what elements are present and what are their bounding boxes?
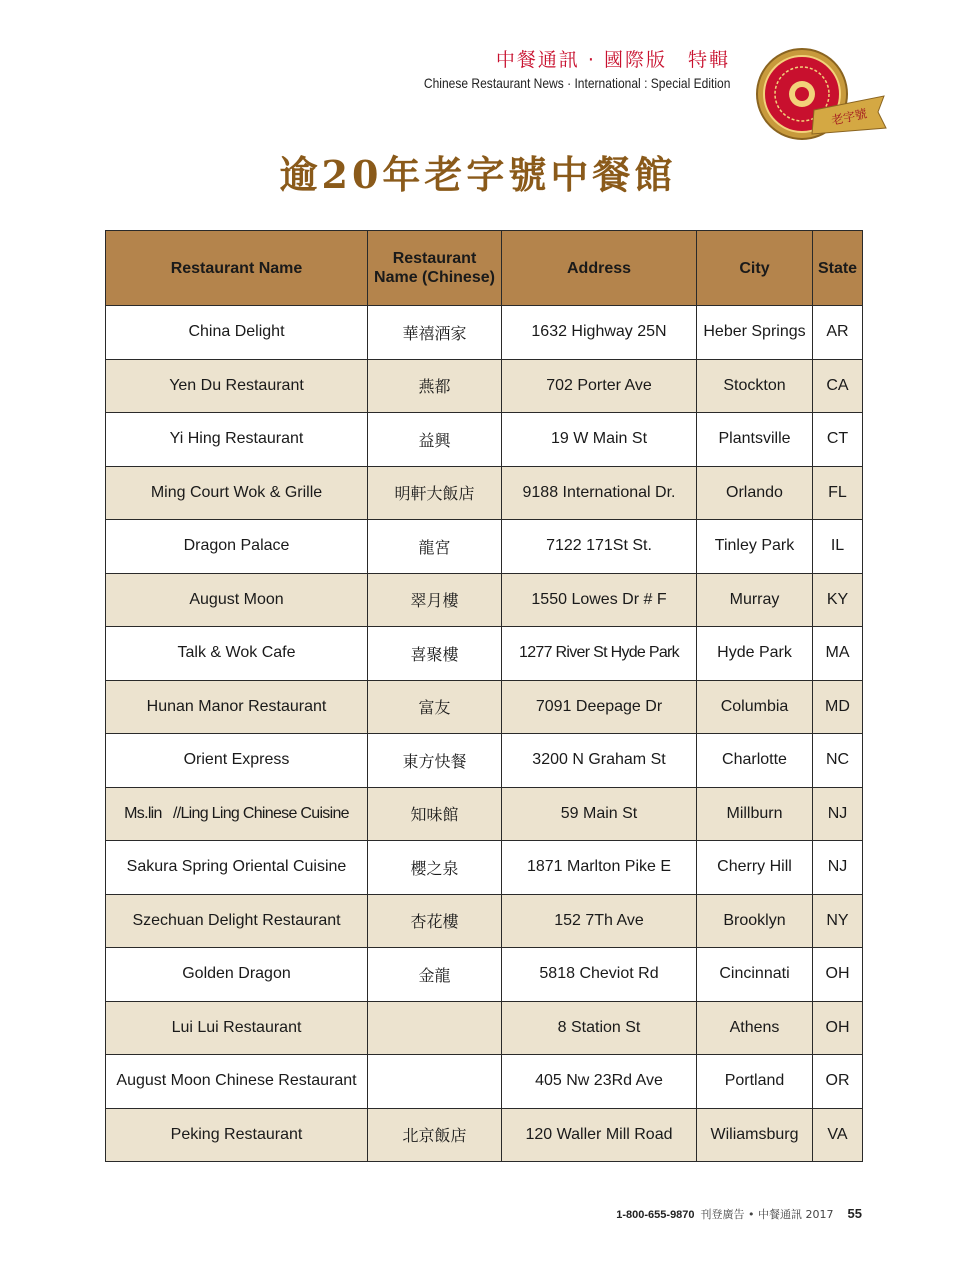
cell-chinese-name: 翠月樓 <box>368 573 502 627</box>
cell-restaurant-name: Golden Dragon <box>106 948 368 1002</box>
cell-chinese-name: 富友 <box>368 680 502 734</box>
cell-state: NY <box>813 894 863 948</box>
cell-city: Tinley Park <box>697 520 813 574</box>
cell-restaurant-name: Ming Court Wok & Grille <box>106 466 368 520</box>
table-row <box>106 680 863 734</box>
cell-address: 405 Nw 23Rd Ave <box>502 1055 697 1109</box>
table-row <box>106 573 863 627</box>
cell-chinese-name: 燕都 <box>368 359 502 413</box>
cell-chinese-name: 華禧酒家 <box>368 306 502 360</box>
cell-city: Brooklyn <box>697 894 813 948</box>
cell-restaurant-name: August Moon Chinese Restaurant <box>106 1055 368 1109</box>
header-restaurant-name-chinese: Restaurant Name (Chinese) <box>368 231 502 306</box>
cell-city: Wiliamsburg <box>697 1108 813 1162</box>
header-address: Address <box>502 231 697 306</box>
cell-state: CA <box>813 359 863 413</box>
cell-address: 1277 River St Hyde Park <box>502 627 697 681</box>
cell-state: MD <box>813 680 863 734</box>
cell-address: 120 Waller Mill Road <box>502 1108 697 1162</box>
heritage-seal-logo <box>752 44 892 144</box>
cell-state: OR <box>813 1055 863 1109</box>
cell-city: Stockton <box>697 359 813 413</box>
table-row <box>106 359 863 413</box>
page-title: 逾20年老字號中餐館 <box>279 152 677 197</box>
cell-city: Murray <box>697 573 813 627</box>
cell-chinese-name <box>368 1001 502 1055</box>
cell-address: 7122 171St St. <box>502 520 697 574</box>
restaurant-table <box>105 230 863 1162</box>
cell-state: FL <box>813 466 863 520</box>
cell-address: 1550 Lowes Dr # F <box>502 573 697 627</box>
cell-city: Columbia <box>697 680 813 734</box>
cell-chinese-name: 金龍 <box>368 948 502 1002</box>
table-row <box>106 948 863 1002</box>
cell-city: Cherry Hill <box>697 841 813 895</box>
cell-restaurant-name: Szechuan Delight Restaurant <box>106 894 368 948</box>
cell-chinese-name: 櫻之泉 <box>368 841 502 895</box>
cell-address: 5818 Cheviot Rd <box>502 948 697 1002</box>
cell-chinese-name: 知味館 <box>368 787 502 841</box>
cell-state: NC <box>813 734 863 788</box>
cell-state: CT <box>813 413 863 467</box>
cell-restaurant-name: August Moon <box>106 573 368 627</box>
cell-address: 8 Station St <box>502 1001 697 1055</box>
cell-restaurant-name: Ms.lin //Ling Ling Chinese Cuisine <box>106 787 368 841</box>
cell-restaurant-name: China Delight <box>106 306 368 360</box>
cell-chinese-name: 喜聚樓 <box>368 627 502 681</box>
table-row <box>106 841 863 895</box>
cell-chinese-name: 益興 <box>368 413 502 467</box>
cell-address: 152 7Th Ave <box>502 894 697 948</box>
cell-restaurant-name: Sakura Spring Oriental Cuisine <box>106 841 368 895</box>
table-header-row <box>106 231 863 306</box>
cell-restaurant-name: Peking Restaurant <box>106 1108 368 1162</box>
table-row <box>106 413 863 467</box>
cell-address: 19 W Main St <box>502 413 697 467</box>
cell-address: 702 Porter Ave <box>502 359 697 413</box>
cell-state: VA <box>813 1108 863 1162</box>
cell-chinese-name: 北京飯店 <box>368 1108 502 1162</box>
cell-state: KY <box>813 573 863 627</box>
cell-city: Cincinnati <box>697 948 813 1002</box>
cell-chinese-name <box>368 1055 502 1109</box>
cell-state: AR <box>813 306 863 360</box>
cell-city: Portland <box>697 1055 813 1109</box>
cell-city: Heber Springs <box>697 306 813 360</box>
cell-state: IL <box>813 520 863 574</box>
cell-chinese-name: 杏花樓 <box>368 894 502 948</box>
cell-restaurant-name: Orient Express <box>106 734 368 788</box>
header-city: City <box>697 231 813 306</box>
cell-city: Hyde Park <box>697 627 813 681</box>
cell-restaurant-name: Talk & Wok Cafe <box>106 627 368 681</box>
cell-address: 1871 Marlton Pike E <box>502 841 697 895</box>
footer-ad-text: 刊登廣告 • 中餐通訊 2017 <box>700 1208 834 1221</box>
table-row <box>106 306 863 360</box>
masthead-english: Chinese Restaurant News · International : Special Edition <box>423 75 730 91</box>
table-row <box>106 1055 863 1109</box>
cell-restaurant-name: Yi Hing Restaurant <box>106 413 368 467</box>
header-restaurant-name: Restaurant Name <box>106 231 368 306</box>
table-row <box>106 734 863 788</box>
cell-address: 3200 N Graham St <box>502 734 697 788</box>
table-row <box>106 787 863 841</box>
table-row <box>106 627 863 681</box>
footer-phone: 1-800-655-9870 <box>616 1209 695 1221</box>
cell-restaurant-name: Dragon Palace <box>106 520 368 574</box>
cell-city: Plantsville <box>697 413 813 467</box>
cell-address: 9188 International Dr. <box>502 466 697 520</box>
cell-address: 1632 Highway 25N <box>502 306 697 360</box>
table-row <box>106 894 863 948</box>
page-number: 55 <box>847 1206 862 1221</box>
table-row <box>106 466 863 520</box>
cell-city: Orlando <box>697 466 813 520</box>
cell-chinese-name: 龍宮 <box>368 520 502 574</box>
cell-state: OH <box>813 1001 863 1055</box>
table-row <box>106 1108 863 1162</box>
svg-text:老字號: 老字號 <box>830 106 869 128</box>
cell-city: Athens <box>697 1001 813 1055</box>
cell-state: NJ <box>813 787 863 841</box>
cell-chinese-name: 東方快餐 <box>368 734 502 788</box>
table-row <box>106 520 863 574</box>
masthead-chinese: 中餐通訊 · 國際版 特輯 <box>495 49 730 71</box>
page-footer <box>616 1206 862 1222</box>
cell-city: Charlotte <box>697 734 813 788</box>
masthead <box>374 48 730 92</box>
cell-chinese-name: 明軒大飯店 <box>368 466 502 520</box>
cell-state: NJ <box>813 841 863 895</box>
cell-restaurant-name: Lui Lui Restaurant <box>106 1001 368 1055</box>
cell-address: 59 Main St <box>502 787 697 841</box>
cell-restaurant-name: Hunan Manor Restaurant <box>106 680 368 734</box>
cell-address: 7091 Deepage Dr <box>502 680 697 734</box>
cell-city: Millburn <box>697 787 813 841</box>
header-state: State <box>813 231 863 306</box>
cell-state: OH <box>813 948 863 1002</box>
table-row <box>106 1001 863 1055</box>
cell-restaurant-name: Yen Du Restaurant <box>106 359 368 413</box>
cell-state: MA <box>813 627 863 681</box>
